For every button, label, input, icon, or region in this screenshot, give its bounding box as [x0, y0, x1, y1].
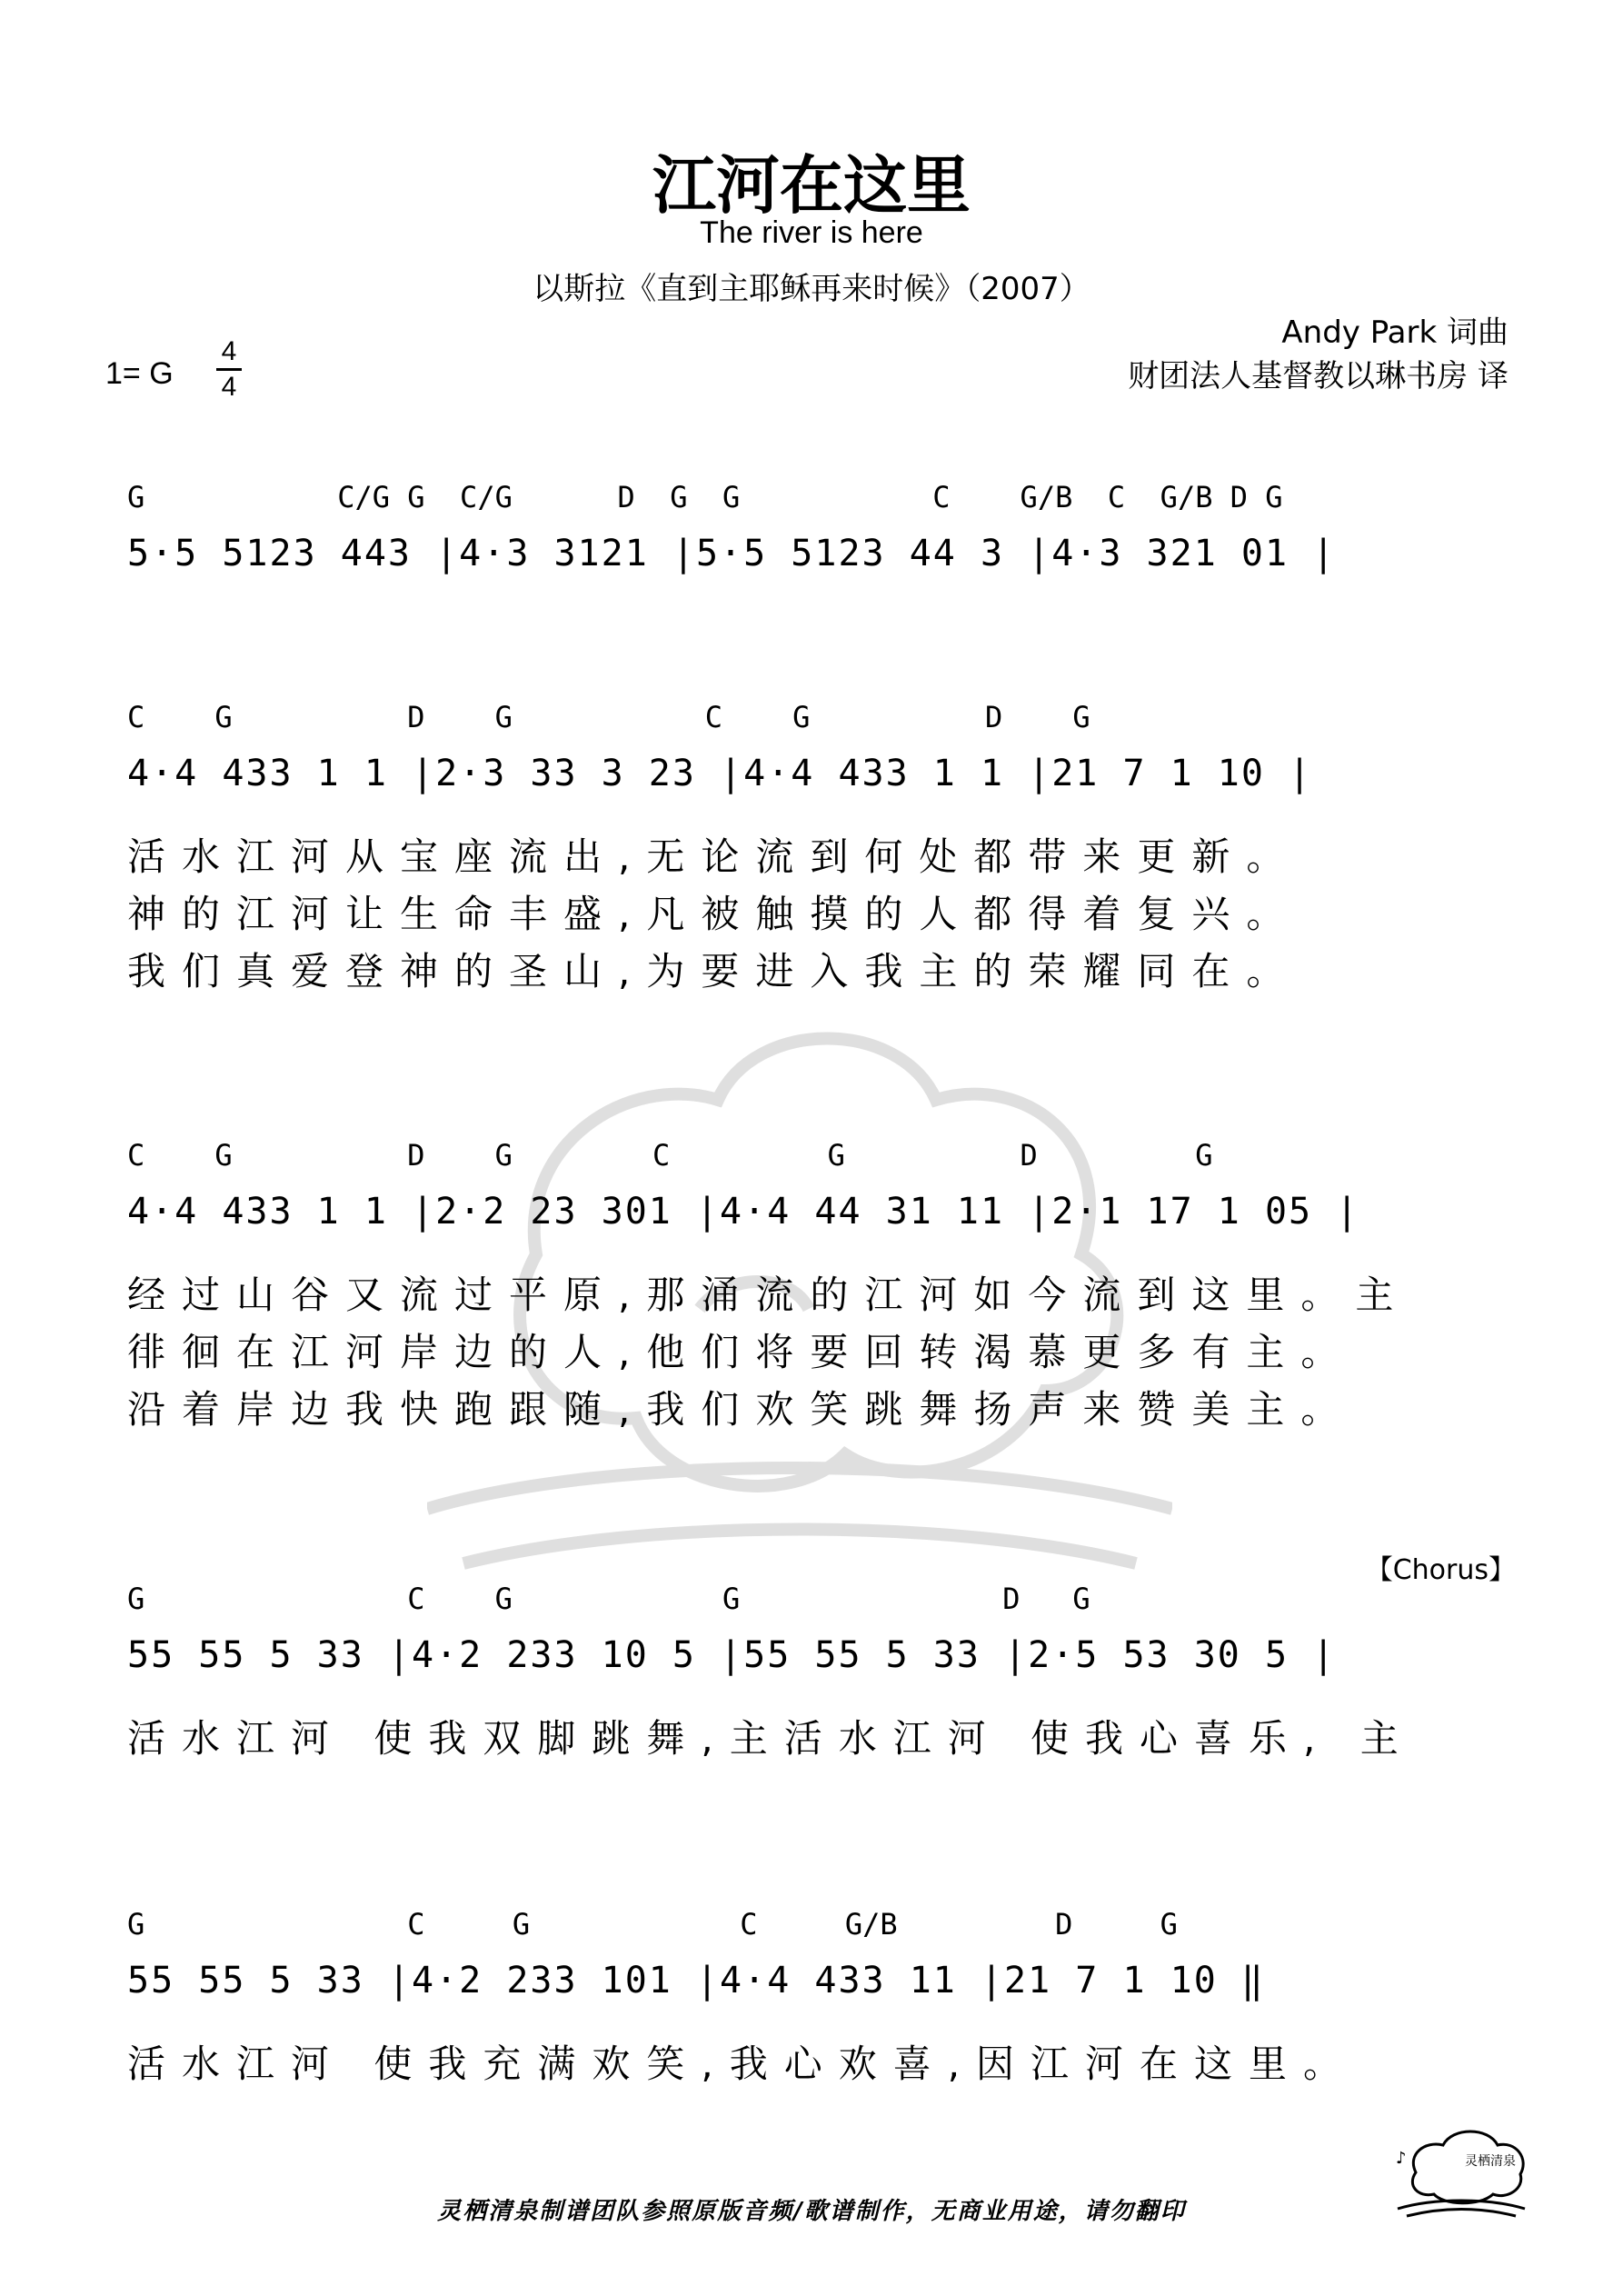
- lyric-line-1: 经过山谷又流过平原,那涌流的江河如今流到这里。主: [127, 1273, 1410, 1317]
- chorus-tag: 【Chorus】: [1365, 1554, 1516, 1586]
- svg-text:♪: ♪: [1396, 2149, 1407, 2168]
- lyric-line-3: 沿着岸边我快跑跟随,我们欢笑跳舞扬声来赞美主。: [127, 1387, 1356, 1432]
- chord-line: G C/G G C/G D G G C G/B C G/B D G: [127, 480, 1283, 514]
- translator-credit: 财团法人基督教以琳书房 译: [1128, 358, 1508, 394]
- key-signature: 1= G: [105, 356, 174, 391]
- time-signature: [214, 338, 244, 401]
- footer-note: 灵栖清泉制谱团队参照原版音频/歌谱制作，无商业用途，请勿翻印: [437, 2198, 1186, 2225]
- chord-line: C G D G C G D G: [127, 1138, 1213, 1173]
- note-line: 4·4 433 1 1 |2·3 33 3 23 |4·4 433 1 1 |21 7 1 10 |: [127, 753, 1313, 794]
- lyric-line-1: 活水江河 使我充满欢笑,我心欢喜,因江河在这里。: [127, 2041, 1359, 2086]
- chord-line: G C G G D G: [127, 1582, 1090, 1616]
- song-subtitle: The river is here: [700, 215, 923, 250]
- lyric-line-2: 神的江河让生命丰盛,凡被触摸的人都得着复兴。: [127, 892, 1301, 936]
- lyric-line-1: 活水江河从宝座流出,无论流到何处都带来更新。: [127, 834, 1301, 879]
- note-line: 55 55 5 33 |4·2 233 101 |4·4 433 11 |21 7 1 10 ‖: [127, 1960, 1265, 2002]
- composer-credit: Andy Park 词曲: [1281, 314, 1508, 351]
- song-source: 以斯拉《直到主耶稣再来时候》（2007）: [533, 271, 1090, 307]
- note-line: 55 55 5 33 |4·2 233 10 5 |55 55 5 33 |2·5 53 30 5 |: [127, 1634, 1337, 1676]
- song-title: 江河在这里: [652, 148, 971, 223]
- lyric-line-3: 我们真爱登神的圣山,为要进入我主的荣耀同在。: [127, 949, 1301, 993]
- note-line: 4·4 433 1 1 |2·2 23 301 |4·4 44 31 11 |2·1 17 1 05 |: [127, 1191, 1360, 1233]
- logo-text: 灵栖清泉: [1465, 2154, 1516, 2169]
- chord-line: G C G C G/B D G: [127, 1907, 1178, 1942]
- time-signature-top: 4: [221, 336, 237, 366]
- lyric-line-2: 徘徊在江河岸边的人,他们将要回转渴慕更多有主。: [127, 1330, 1356, 1374]
- note-line: 5·5 5123 443 |4·3 3121 |5·5 5123 44 3 |4·3 321 01 |: [127, 533, 1337, 574]
- time-signature-bottom: 4: [221, 372, 237, 402]
- lyric-line-1: 活水江河 使我双脚跳舞,主活水江河 使我心喜乐, 主: [127, 1716, 1415, 1761]
- chord-line: C G D G C G D G: [127, 700, 1090, 734]
